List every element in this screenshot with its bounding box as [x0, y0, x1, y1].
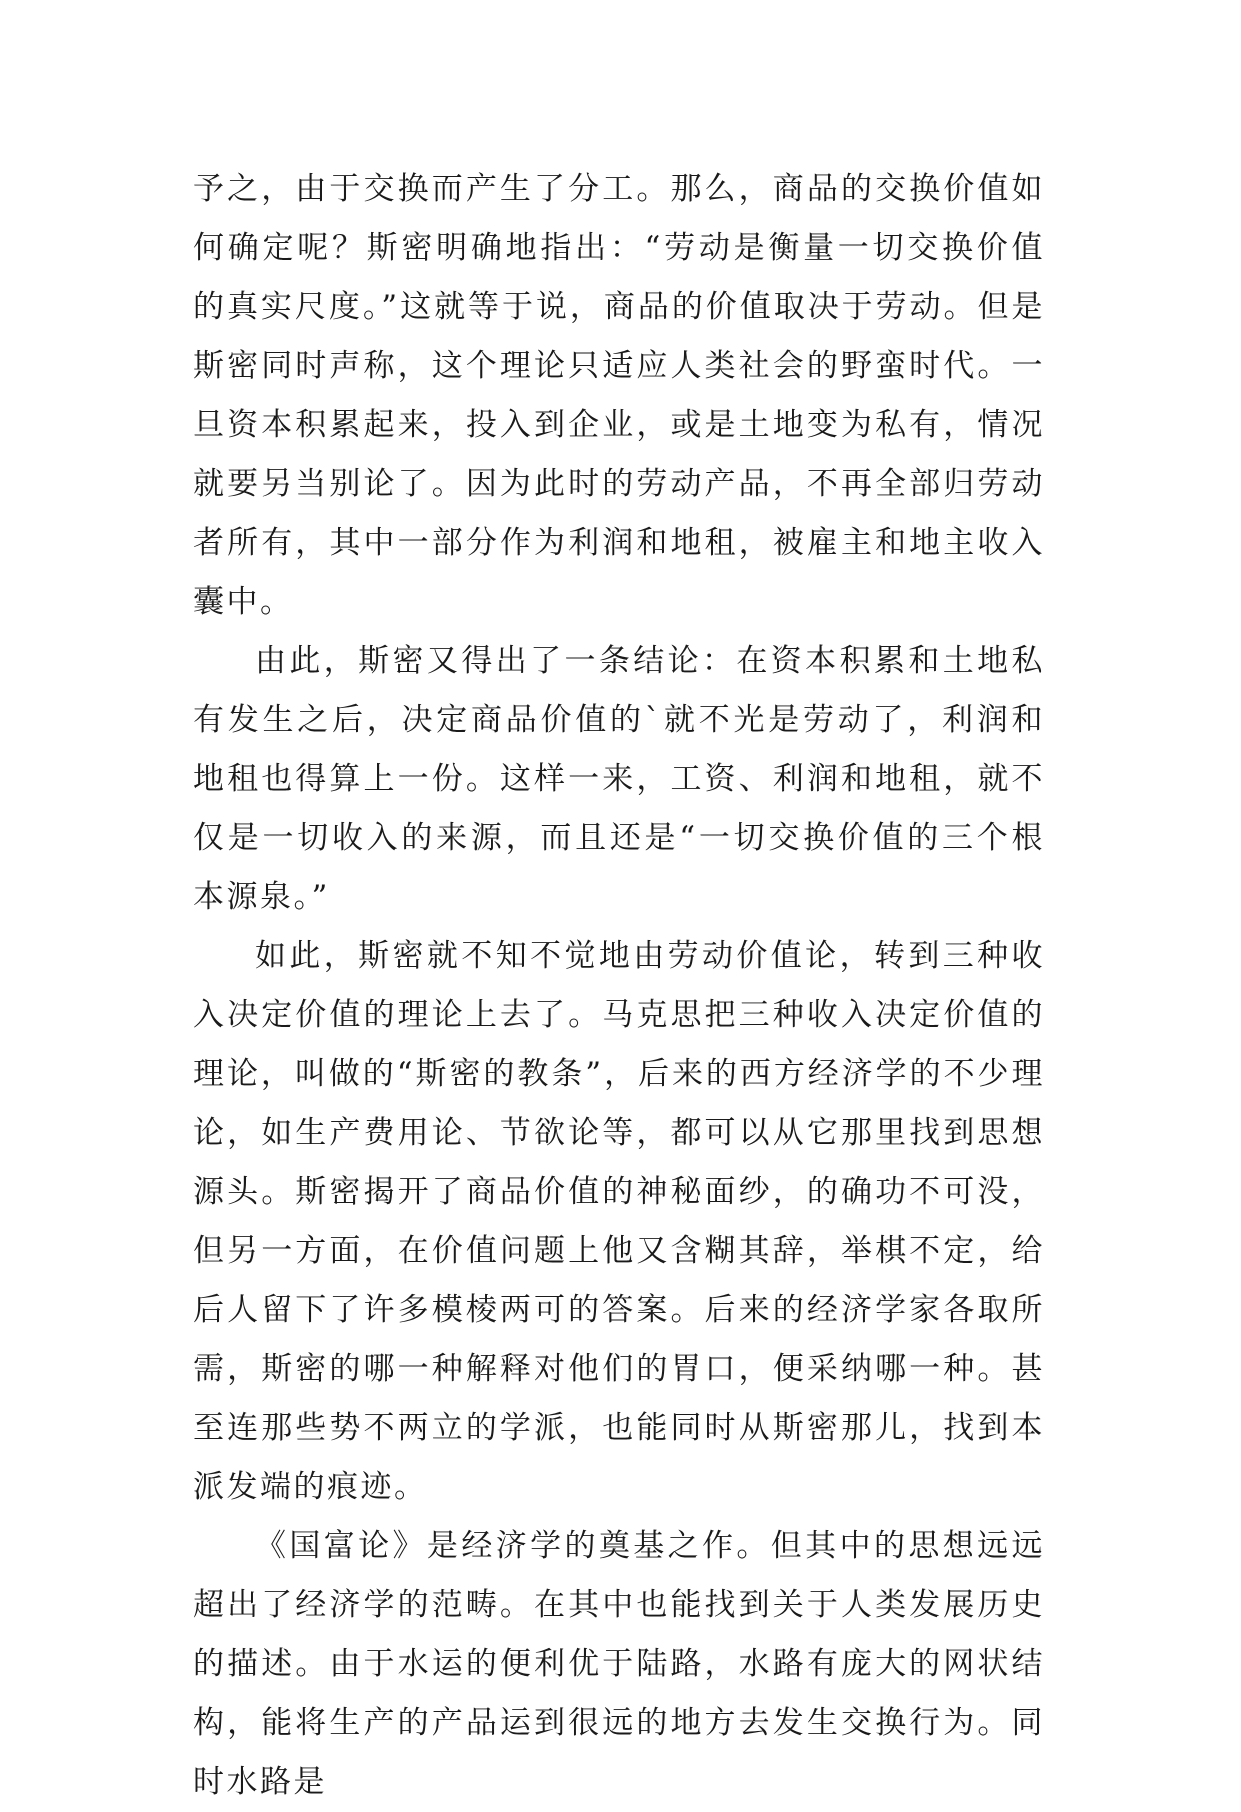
body-text: [193, 160, 1045, 1812]
paragraph-wealth-of-nations: 《国富论》是经济学的奠基之作。但其中的思想远远超出了经济学的范畴。在其中也能找到关于人类发展历史的描述。由于水运的便利优于陆路，水路有庞大的网状结构，能将生产的产品运到很远的地方去发生交换行为。同时水路是: [193, 1528, 1045, 1800]
paragraph-smith-dogma: 如此，斯密就不知不觉地由劳动价值论，转到三种收入决定价值的理论上去了。马克思把三种收入决定价值的理论，叫做的“斯密的教条”，后来的西方经济学的不少理论，如生产费用论、节欲论等，都可以从它那里找到思想源头。斯密揭开了商品价值的神秘面纱，的确功不可没，但另一方面，在价值问题上他又含糊其辞，举棋不定，给后人留下了许多模棱两可的答案。后来的经济学家各取所需，斯密的哪一种解释对他们的胃口，便采纳哪一种。甚至连那些势不两立的学派，也能同时从斯密那儿，找到本派发端的痕迹。: [193, 938, 1045, 1505]
paragraph-continuation: 予之，由于交换而产生了分工。那么，商品的交换价值如何确定呢？斯密明确地指出：“劳动是衡量一切交换价值的真实尺度。”这就等于说，商品的价值取决于劳动。但是斯密同时声称，这个理论只适应人类社会的野蛮时代。一旦资本积累起来，投入到企业，或是土地变为私有，情况就要另当别论了。因为此时的劳动产品，不再全部归劳动者所有，其中一部分作为利润和地租，被雇主和地主收入囊中。: [193, 171, 1045, 620]
paragraph-conclusion: 由此，斯密又得出了一条结论：在资本积累和土地私有发生之后，决定商品价值的`就不光是劳动了，利润和地租也得算上一份。这样一来，工资、利润和地租，就不仅是一切收入的来源，而且还是“一切交换价值的三个根本源泉。”: [193, 643, 1045, 915]
